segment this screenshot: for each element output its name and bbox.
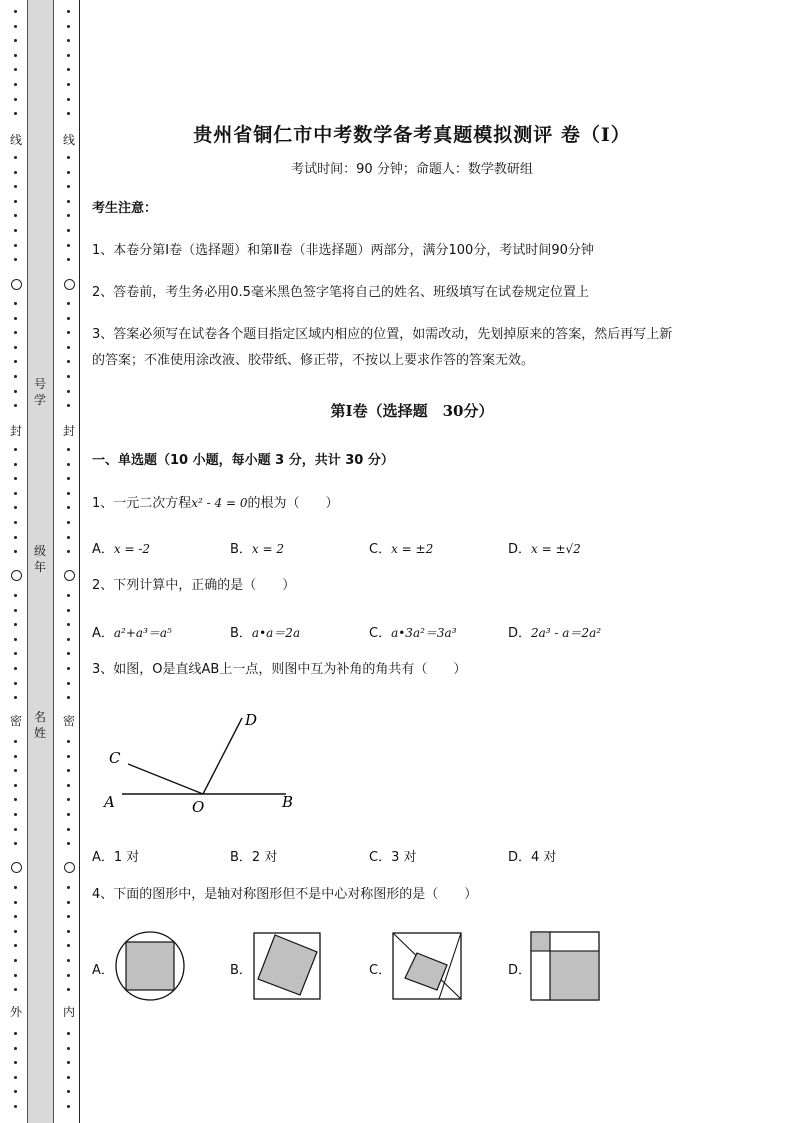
question-3-figure <box>100 708 310 818</box>
cut-line-dot <box>67 214 70 217</box>
cut-line-dot <box>67 331 70 334</box>
cut-line-dot <box>14 375 17 378</box>
cut-line-dot <box>67 1061 70 1064</box>
cut-line-dot <box>67 448 70 451</box>
margin-mark-seal-left: 封 <box>9 424 22 438</box>
option-text: a•a＝2a <box>251 626 301 640</box>
cut-line-dot <box>67 944 70 947</box>
cut-line-dot <box>67 302 70 305</box>
cut-line-dot <box>14 769 17 772</box>
question-2-option-b[interactable] <box>230 622 300 641</box>
cut-line-dot <box>14 506 17 509</box>
binding-margin <box>0 0 82 1123</box>
label-c: C <box>109 749 121 767</box>
question-3-option-d[interactable] <box>508 846 556 865</box>
dotted-cut-line-right <box>62 0 76 1123</box>
cut-line-dot <box>14 682 17 685</box>
question-1-option-d[interactable] <box>508 538 581 557</box>
option-text: x = -2 <box>113 542 151 556</box>
label-o: O <box>192 798 205 816</box>
cut-line-dot <box>67 784 70 787</box>
cut-line-dot <box>67 769 70 772</box>
cut-line-dot <box>14 886 17 889</box>
cut-line-dot <box>14 171 17 174</box>
cut-line-dot <box>67 68 70 71</box>
cut-line-dot <box>67 594 70 597</box>
cut-line-dot <box>67 813 70 816</box>
small-square <box>531 932 550 951</box>
cut-line-dot <box>67 390 70 393</box>
question-4-option-c[interactable]: C． <box>369 963 392 978</box>
question-4-option-a[interactable]: A． <box>92 963 114 978</box>
cut-line-dot <box>14 959 17 962</box>
option-letter: C． <box>369 626 392 641</box>
margin-ring <box>11 279 22 290</box>
margin-ring <box>64 862 75 873</box>
cut-line-dot <box>67 798 70 801</box>
margin-mark-secret-right: 密 <box>62 714 75 728</box>
question-3-option-c[interactable] <box>369 846 416 865</box>
cut-line-dot <box>14 463 17 466</box>
cut-line-dot <box>67 317 70 320</box>
option-letter: D． <box>508 850 532 865</box>
cut-line-dot <box>67 842 70 845</box>
option-text: 1 对 <box>113 850 140 865</box>
cut-line-dot <box>14 550 17 553</box>
cut-line-dot <box>14 915 17 918</box>
option-letter: A． <box>92 850 114 865</box>
cut-line-dot <box>14 477 17 480</box>
cut-line-dot <box>14 609 17 612</box>
cut-line-dot <box>14 828 17 831</box>
option-letter: A． <box>92 626 114 641</box>
cut-line-dot <box>14 755 17 758</box>
field-label-name: 名姓 <box>33 710 46 740</box>
cut-line-dot <box>14 185 17 188</box>
cut-line-dot <box>14 448 17 451</box>
cut-line-dot <box>14 302 17 305</box>
cut-line-dot <box>67 974 70 977</box>
margin-ring <box>11 570 22 581</box>
margin-mark-inner-right: 内 <box>62 1005 75 1019</box>
dotted-cut-line-left <box>9 0 23 1123</box>
question-4-figure-d[interactable] <box>530 931 600 1001</box>
option-letter: A． <box>92 542 114 557</box>
cut-line-dot <box>67 696 70 699</box>
cut-line-dot <box>67 200 70 203</box>
cut-line-dot <box>14 638 17 641</box>
question-3-stem: 3、如图，O是直线AB上一点，则图中互为补角的角共有（ ） <box>92 662 467 677</box>
cut-line-dot <box>67 652 70 655</box>
margin-mark-line-left: 线 <box>9 133 22 147</box>
option-letter: B． <box>230 542 252 557</box>
option-text: a•3a²＝3a³ <box>391 626 457 640</box>
cut-line-dot <box>67 1047 70 1050</box>
margin-mark-secret-left: 密 <box>9 714 22 728</box>
cut-line-dot <box>14 813 17 816</box>
cut-line-dot <box>67 112 70 115</box>
cut-line-dot <box>14 1090 17 1093</box>
cut-line-dot <box>14 360 17 363</box>
cut-line-dot <box>67 1105 70 1108</box>
cut-line-dot <box>67 244 70 247</box>
question-1-option-b[interactable] <box>230 538 284 557</box>
cut-line-dot <box>14 740 17 743</box>
cut-line-dot <box>67 171 70 174</box>
inscribed-square <box>126 942 174 990</box>
question-2-stem: 2、下列计算中，正确的是（ ） <box>92 578 296 593</box>
cut-line-dot <box>14 10 17 13</box>
question-3-option-a[interactable] <box>92 846 139 865</box>
cut-line-dot <box>14 390 17 393</box>
cut-line-dot <box>67 346 70 349</box>
margin-mark-outer-left: 外 <box>9 1005 22 1019</box>
ray-oc <box>128 764 203 794</box>
cut-line-dot <box>67 828 70 831</box>
cut-line-dot <box>67 258 70 261</box>
question-4-figure-a[interactable] <box>114 930 186 1002</box>
cut-line-dot <box>67 477 70 480</box>
cut-line-dot <box>14 1061 17 1064</box>
notice-item-3: 3、答案必须写在试卷各个题目指定区域内相应的位置，如需改动，先划掉原来的答案，然后再写上新 <box>92 327 673 342</box>
cut-line-dot <box>14 492 17 495</box>
cut-line-dot <box>67 492 70 495</box>
cut-line-dot <box>14 112 17 115</box>
cut-line-dot <box>67 901 70 904</box>
cut-line-dot <box>67 54 70 57</box>
cut-line-dot <box>14 536 17 539</box>
margin-divider <box>79 0 80 1123</box>
option-letter: B． <box>230 850 252 865</box>
cut-line-dot <box>67 609 70 612</box>
option-text: 4 对 <box>531 850 557 865</box>
question-1-stem <box>92 490 339 517</box>
option-text: 2a³ - a＝2a² <box>531 626 602 640</box>
notice-item-1: 1、本卷分第Ⅰ卷（选择题）和第Ⅱ卷（非选择题）两部分，满分100分，考试时间90分钟 <box>92 243 594 258</box>
question-4-stem: 4、下面的图形中，是轴对称图形但不是中心对称图形的是（ ） <box>92 887 478 902</box>
margin-mark-seal-right: 封 <box>62 424 75 438</box>
question-2-option-c[interactable] <box>369 622 457 641</box>
cut-line-dot <box>14 244 17 247</box>
exam-subtitle: 考试时间：90 分钟；命题人：数学教研组 <box>291 162 533 177</box>
question-1-option-c[interactable] <box>369 538 433 557</box>
section-heading: 一、单选题（10 小题，每小题 3 分，共计 30 分） <box>92 453 394 468</box>
cut-line-dot <box>67 682 70 685</box>
cut-line-dot <box>67 463 70 466</box>
notice-item-2: 2、答卷前，考生务必用0.5毫米黑色签字笔将自己的姓名、班级填写在试卷规定位置上 <box>92 285 589 300</box>
cut-line-dot <box>67 550 70 553</box>
cut-line-dot <box>67 915 70 918</box>
cut-line-dot <box>14 214 17 217</box>
question-1-option-a[interactable] <box>92 538 150 557</box>
cut-line-dot <box>67 959 70 962</box>
cut-line-dot <box>14 258 17 261</box>
cut-line-dot <box>67 375 70 378</box>
ray-od <box>203 718 242 794</box>
cut-line-dot <box>14 696 17 699</box>
cut-line-dot <box>14 1105 17 1108</box>
option-letter: C． <box>369 542 392 557</box>
margin-mark-line-right: 线 <box>62 133 75 147</box>
field-label-student-id: 号学 <box>33 377 46 407</box>
question-1-equation: x² - 4 = 0 <box>191 496 248 510</box>
question-3-option-b[interactable] <box>230 846 277 865</box>
question-2-option-a[interactable] <box>92 622 172 641</box>
question-4-figure-c[interactable] <box>392 932 462 1000</box>
cut-line-dot <box>14 98 17 101</box>
field-label-grade: 级年 <box>33 544 46 574</box>
cut-line-dot <box>14 156 17 159</box>
cut-line-dot <box>14 39 17 42</box>
cut-line-dot <box>14 1047 17 1050</box>
cut-line-dot <box>14 842 17 845</box>
cut-line-dot <box>67 886 70 889</box>
cut-line-dot <box>67 930 70 933</box>
cut-line-dot <box>67 623 70 626</box>
cut-line-dot <box>67 667 70 670</box>
cut-line-dot <box>14 331 17 334</box>
label-b: B <box>282 793 294 811</box>
margin-ring <box>64 279 75 290</box>
large-square <box>550 951 599 1000</box>
option-letter: C． <box>369 850 392 865</box>
cut-line-dot <box>67 185 70 188</box>
option-letter: D． <box>508 626 532 641</box>
cut-line-dot <box>67 638 70 641</box>
cut-line-dot <box>14 798 17 801</box>
cut-line-dot <box>14 974 17 977</box>
label-a: A <box>104 793 115 811</box>
option-text: x = ±√2 <box>531 542 581 556</box>
margin-ring <box>11 862 22 873</box>
question-2-option-d[interactable] <box>508 622 601 641</box>
part1-title: 第Ⅰ卷（选择题 30分） <box>330 402 494 420</box>
label-d: D <box>245 711 258 729</box>
cut-line-dot <box>67 360 70 363</box>
cut-line-dot <box>14 317 17 320</box>
notice-item-3-cont: 的答案；不准使用涂改液、胶带纸、修正带，不按以上要求作答的答案无效。 <box>92 353 535 368</box>
cut-line-dot <box>67 536 70 539</box>
cut-line-dot <box>14 667 17 670</box>
cut-line-dot <box>14 68 17 71</box>
cut-line-dot <box>14 25 17 28</box>
option-text: x = 2 <box>251 542 285 556</box>
cut-line-dot <box>14 623 17 626</box>
cut-line-dot <box>14 594 17 597</box>
cut-line-dot <box>67 1032 70 1035</box>
option-text: 2 对 <box>251 850 278 865</box>
option-text: x = ±2 <box>391 542 434 556</box>
cut-line-dot <box>14 652 17 655</box>
option-letter: D． <box>508 542 532 557</box>
cut-line-dot <box>67 10 70 13</box>
cut-line-dot <box>14 1032 17 1035</box>
cut-line-dot <box>67 25 70 28</box>
cut-line-dot <box>14 784 17 787</box>
exam-title: 贵州省铜仁市中考数学备考真题模拟测评 卷（Ⅰ） <box>193 124 631 146</box>
cut-line-dot <box>67 39 70 42</box>
notice-heading: 考生注意： <box>92 201 158 216</box>
option-text: a²+a³＝a⁵ <box>113 626 172 640</box>
cut-line-dot <box>14 404 17 407</box>
cut-line-dot <box>67 83 70 86</box>
option-text: 3 对 <box>391 850 417 865</box>
cut-line-dot <box>67 755 70 758</box>
cut-line-dot <box>67 229 70 232</box>
cut-line-dot <box>14 200 17 203</box>
cut-line-dot <box>14 521 17 524</box>
cut-line-dot <box>14 229 17 232</box>
cut-line-dot <box>67 98 70 101</box>
cut-line-dot <box>14 1076 17 1079</box>
cut-line-dot <box>67 156 70 159</box>
question-1-stem-suffix: 的根为（ ） <box>247 496 339 511</box>
question-4-option-b[interactable]: B． <box>230 963 252 978</box>
cut-line-dot <box>14 346 17 349</box>
option-letter: B． <box>230 626 252 641</box>
cut-line-dot <box>14 944 17 947</box>
question-4-figure-b[interactable] <box>253 932 321 1000</box>
cut-line-dot <box>67 1090 70 1093</box>
cut-line-dot <box>14 54 17 57</box>
cut-line-dot <box>14 901 17 904</box>
question-4-option-d[interactable]: D． <box>508 963 532 978</box>
cut-line-dot <box>14 988 17 991</box>
cut-line-dot <box>67 740 70 743</box>
cut-line-dot <box>67 1076 70 1079</box>
margin-ring <box>64 570 75 581</box>
cut-line-dot <box>67 521 70 524</box>
cut-line-dot <box>67 506 70 509</box>
cut-line-dot <box>14 83 17 86</box>
cut-line-dot <box>67 404 70 407</box>
question-1-stem-prefix: 1、一元二次方程 <box>92 496 192 511</box>
cut-line-dot <box>67 988 70 991</box>
cut-line-dot <box>14 930 17 933</box>
